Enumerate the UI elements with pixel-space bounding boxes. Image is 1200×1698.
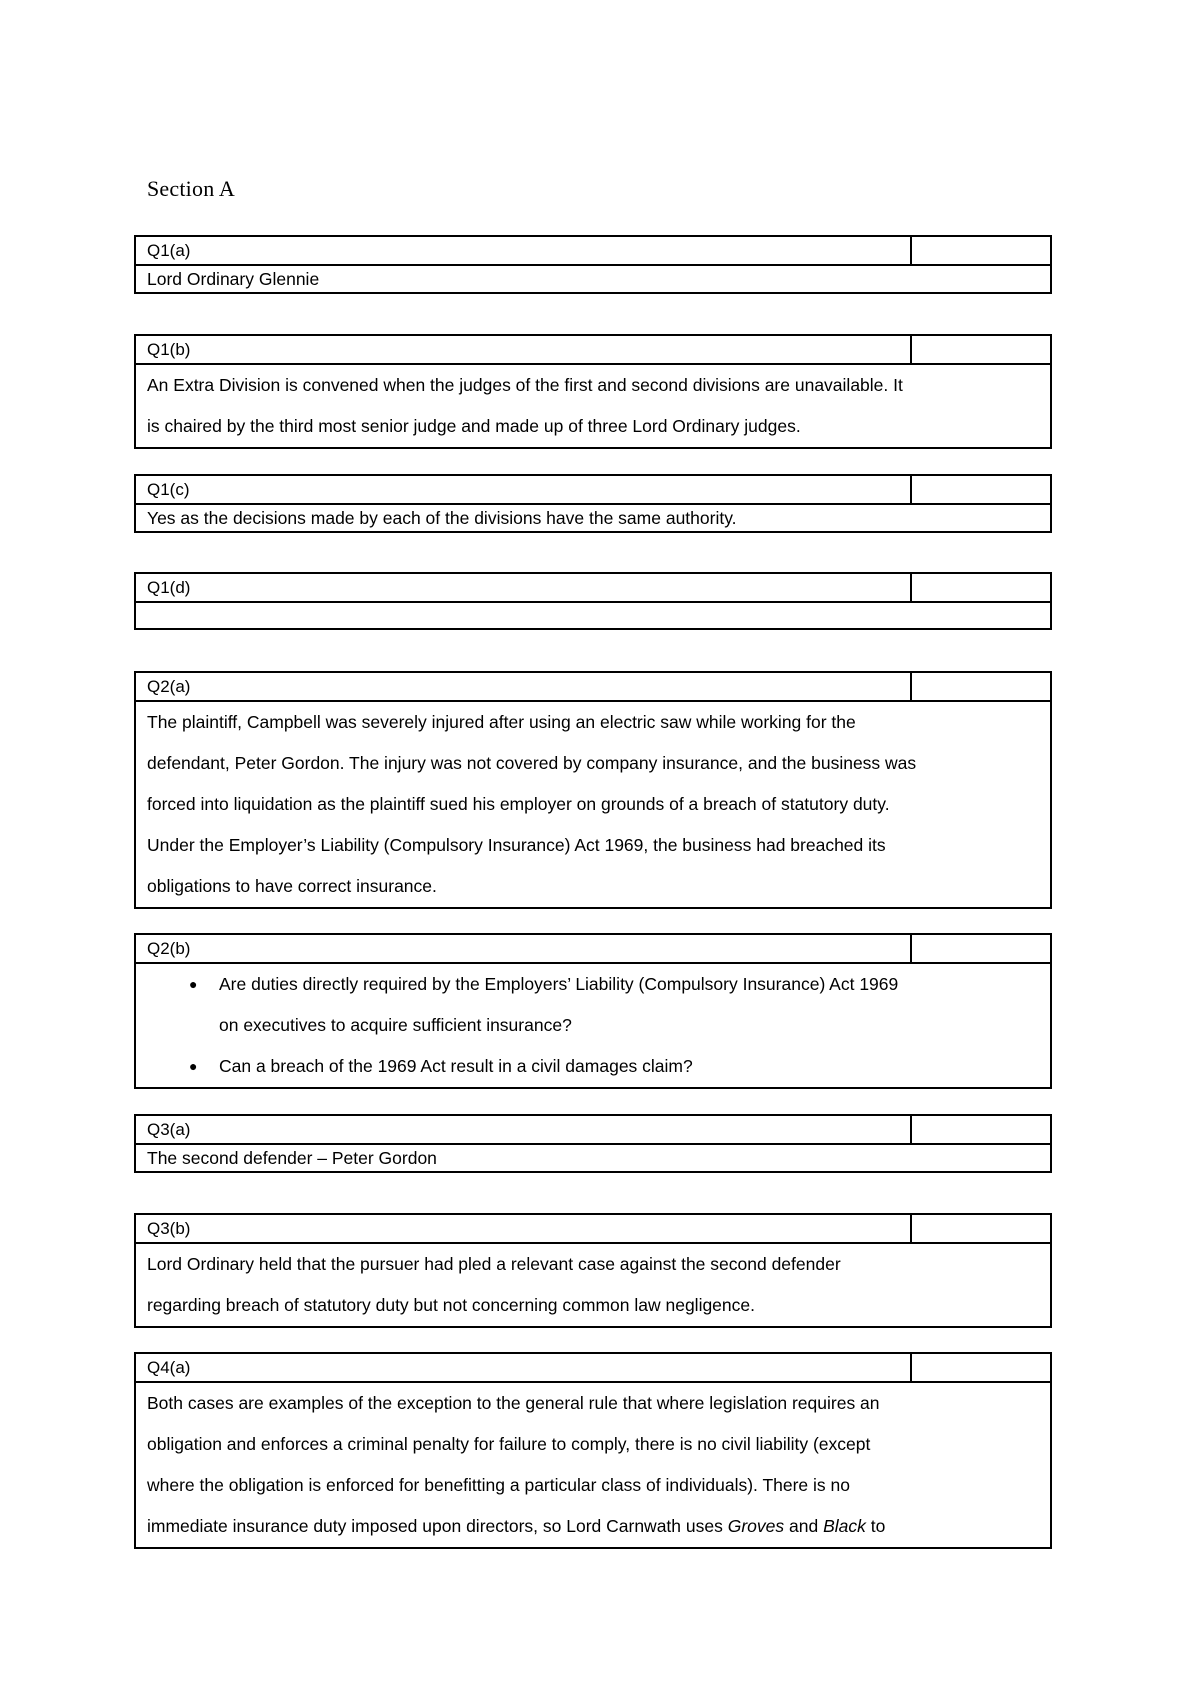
question-header [136,673,1050,702]
answer-text [136,1383,1050,1547]
list-item [147,1046,1039,1087]
answer-line: Both cases are examples of the exception to the general rule that where legislation requires an [147,1393,880,1413]
mark-cell [910,336,1050,363]
question-q3a [134,1114,1052,1173]
answer-line: where the obligation is enforced for benefitting a particular class of individuals). There is no [147,1475,850,1495]
question-label: Q1(b) [147,340,191,359]
question-label: Q1(c) [147,480,190,499]
answer-line: forced into liquidation as the plaintiff sued his employer on grounds of a breach of statutory duty. [147,794,890,814]
answer-text [136,1244,1050,1326]
question-header [136,574,1050,603]
question-q3b [134,1213,1052,1328]
answer-line: The plaintiff, Campbell was severely injured after using an electric saw while working for the [147,712,856,732]
bullet-icon: ● [189,1058,198,1074]
text-run: immediate insurance duty imposed upon directors, so Lord Carnwath uses [147,1516,728,1536]
answer-line: Lord Ordinary held that the pursuer had pled a relevant case against the second defender [147,1254,841,1274]
question-label: Q4(a) [147,1358,191,1377]
answer-line: An Extra Division is convened when the judges of the first and second divisions are unavailable. It [147,375,903,395]
question-label: Q2(a) [147,677,191,696]
answer-line [147,1506,1039,1547]
mark-cell [910,476,1050,503]
text-run: and [784,1516,824,1536]
answer-line: Are duties directly required by the Employers’ Liability (Compulsory Insurance) Act 1969 [219,974,899,994]
bullet-icon: ● [189,976,198,992]
answer-text [136,365,1050,447]
question-q2a [134,671,1052,909]
question-header [136,1116,1050,1145]
mark-cell [910,1215,1050,1242]
text-run: to [865,1516,886,1536]
answer-line: on executives to acquire sufficient insurance? [219,1015,572,1035]
section-title: Section A [147,176,235,201]
mark-cell [910,1354,1050,1381]
question-label: Q3(a) [147,1120,191,1139]
question-label: Q1(a) [147,241,191,260]
answer-list [136,964,1050,1087]
answer-line: Under the Employer’s Liability (Compulsory Insurance) Act 1969, the business had breached its [147,835,886,855]
question-header [136,476,1050,505]
answer-text: Yes as the decisions made by each of the divisions have the same authority. [147,508,737,528]
question-header [136,935,1050,964]
answer-text [136,702,1050,907]
case-name-black: Black [823,1516,866,1536]
answer-line: obligation and enforces a criminal penalty for failure to comply, there is no civil liability (except [147,1434,871,1454]
answer-line: obligations to have correct insurance. [147,876,437,896]
answer-line: is chaired by the third most senior judge and made up of three Lord Ordinary judges. [147,416,801,436]
question-q2b [134,933,1052,1089]
answer-text [136,603,1050,628]
mark-cell [910,237,1050,264]
question-header [136,1215,1050,1244]
mark-cell [910,673,1050,700]
question-q1b [134,334,1052,449]
mark-cell [910,574,1050,601]
answer-text: Lord Ordinary Glennie [147,269,320,289]
question-header [136,336,1050,365]
mark-cell [910,1116,1050,1143]
question-label: Q3(b) [147,1219,191,1238]
question-label: Q2(b) [147,939,191,958]
question-q1a [134,235,1052,294]
question-label: Q1(d) [147,578,191,597]
answer-line: Can a breach of the 1969 Act result in a civil damages claim? [219,1056,693,1076]
answer-line: defendant, Peter Gordon. The injury was not covered by company insurance, and the business was [147,753,917,773]
answer-text: The second defender – Peter Gordon [147,1148,437,1168]
answer-line: regarding breach of statutory duty but not concerning common law negligence. [147,1295,755,1315]
question-q4a [134,1352,1052,1549]
list-item [147,964,1039,1046]
question-header [136,1354,1050,1383]
question-q1c [134,474,1052,533]
question-q1d [134,572,1052,630]
mark-cell [910,935,1050,962]
case-name-groves: Groves [727,1516,785,1536]
question-header [136,237,1050,266]
